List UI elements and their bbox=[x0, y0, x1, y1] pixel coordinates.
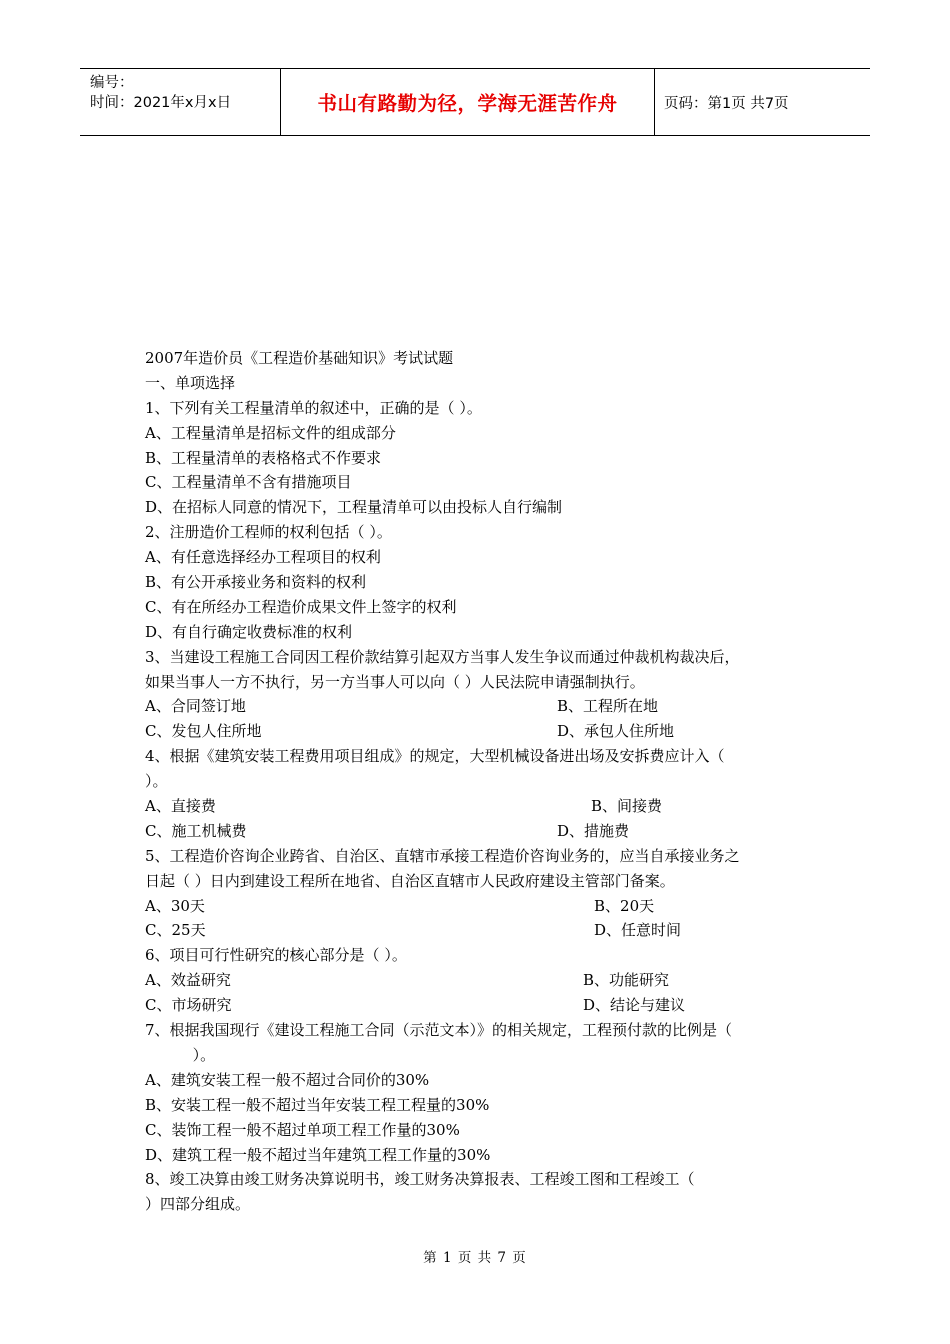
q1-option-b: B、工程量清单的表格格式不作要求 bbox=[145, 448, 382, 467]
q7-option-c: C、装饰工程一般不超过单项工程工作量的30% bbox=[145, 1120, 460, 1139]
exam-title: 2007年造价员《工程造价基础知识》考试试题 bbox=[145, 349, 454, 367]
q4-option-a: A、直接费 bbox=[145, 797, 216, 816]
question-2: 2、注册造价工程师的权利包括（ ）。 bbox=[145, 523, 392, 542]
question-5-line-2: 日起（ ）日内到建设工程所在地省、自治区直辖市人民政府建设主管部门备案。 bbox=[145, 871, 675, 890]
question-8-line-2: ）四部分组成。 bbox=[145, 1195, 251, 1214]
q3-option-a: A、合同签订地 bbox=[145, 697, 246, 716]
q1-option-c: C、工程量清单不含有措施项目 bbox=[145, 473, 352, 492]
q4-options-row-1 bbox=[145, 794, 815, 819]
time-label: 时间：2021年x月x日 bbox=[90, 95, 232, 111]
question-7-line-1: 7、根据我国现行《建设工程施工合同（示范文本）》的相关规定，工程预付款的比例是（ bbox=[145, 1021, 733, 1040]
q2-option-c: C、有在所经办工程造价成果文件上签字的权利 bbox=[145, 597, 457, 616]
question-8-line-1: 8、竣工决算由竣工财务决算说明书，竣工财务决算报表、工程竣工图和工程竣工（ bbox=[145, 1170, 695, 1189]
question-1: 1、下列有关工程量清单的叙述中，正确的是（ ）。 bbox=[145, 398, 482, 417]
q6-option-a: A、效益研究 bbox=[145, 971, 231, 990]
q2-option-a: A、有任意选择经办工程项目的权利 bbox=[145, 548, 381, 567]
exam-content bbox=[145, 346, 815, 1217]
q7-option-b: B、安装工程一般不超过当年安装工程工程量的30% bbox=[145, 1095, 490, 1114]
q3-options-row-1 bbox=[145, 694, 815, 719]
question-6: 6、项目可行性研究的核心部分是（ ）。 bbox=[145, 946, 407, 965]
q6-option-b: B、功能研究 bbox=[583, 971, 670, 990]
q6-options-row-1 bbox=[145, 968, 815, 993]
q4-option-b: B、间接费 bbox=[591, 797, 663, 816]
q3-option-b: B、工程所在地 bbox=[557, 697, 659, 716]
header-meta bbox=[80, 69, 281, 135]
q1-option-d: D、在招标人同意的情况下，工程量清单可以由投标人自行编制 bbox=[145, 498, 563, 517]
q4-option-d: D、措施费 bbox=[557, 821, 630, 840]
q3-options-row-2 bbox=[145, 719, 815, 744]
header-motto: 书山有路勤为径，学海无涯苦作舟 bbox=[281, 69, 655, 135]
question-4-line-1: 4、根据《建筑安装工程费用项目组成》的规定，大型机械设备进出场及安拆费应计入（ bbox=[145, 747, 725, 766]
q5-option-c: C、25天 bbox=[145, 921, 206, 940]
q1-option-a: A、工程量清单是招标文件的组成部分 bbox=[145, 423, 396, 442]
q5-options-row-2 bbox=[145, 918, 815, 943]
q4-options-row-2 bbox=[145, 819, 815, 844]
q3-option-d: D、承包人住所地 bbox=[557, 722, 675, 741]
q3-option-c: C、发包人住所地 bbox=[145, 722, 262, 741]
q7-option-d: D、建筑工程一般不超过当年建筑工程工作量的30% bbox=[145, 1145, 491, 1164]
question-5-line-1: 5、工程造价咨询企业跨省、自治区、直辖市承接工程造价咨询业务的，应当自承接业务之 bbox=[145, 846, 740, 865]
q7-option-a: A、建筑安装工程一般不超过合同价的30% bbox=[145, 1070, 430, 1089]
q5-option-d: D、任意时间 bbox=[594, 921, 682, 940]
page-header bbox=[80, 68, 870, 136]
q4-option-c: C、施工机械费 bbox=[145, 821, 247, 840]
q5-options-row-1 bbox=[145, 894, 815, 919]
question-4-line-2: ）。 bbox=[145, 772, 168, 791]
section-heading: 一、单项选择 bbox=[145, 373, 236, 392]
header-page-label: 页码：第1页 共7页 bbox=[664, 95, 789, 112]
number-label: 编号： bbox=[90, 75, 134, 91]
page-footer: 第 1 页 共 7 页 bbox=[423, 1250, 527, 1266]
q5-option-b: B、20天 bbox=[594, 896, 655, 915]
q2-option-d: D、有自行确定收费标准的权利 bbox=[145, 622, 353, 641]
q6-option-d: D、结论与建议 bbox=[583, 996, 686, 1015]
question-7-line-2: ）。 bbox=[145, 1045, 216, 1064]
q6-options-row-2 bbox=[145, 993, 815, 1018]
q5-option-a: A、30天 bbox=[145, 896, 205, 915]
q2-option-b: B、有公开承接业务和资料的权利 bbox=[145, 573, 367, 592]
question-3-line-2: 如果当事人一方不执行，另一方当事人可以向（ ）人民法院申请强制执行。 bbox=[145, 672, 645, 691]
q6-option-c: C、市场研究 bbox=[145, 996, 232, 1015]
question-3-line-1: 3、当建设工程施工合同因工程价款结算引起双方当事人发生争议而通过仲裁机构裁决后， bbox=[145, 647, 740, 666]
